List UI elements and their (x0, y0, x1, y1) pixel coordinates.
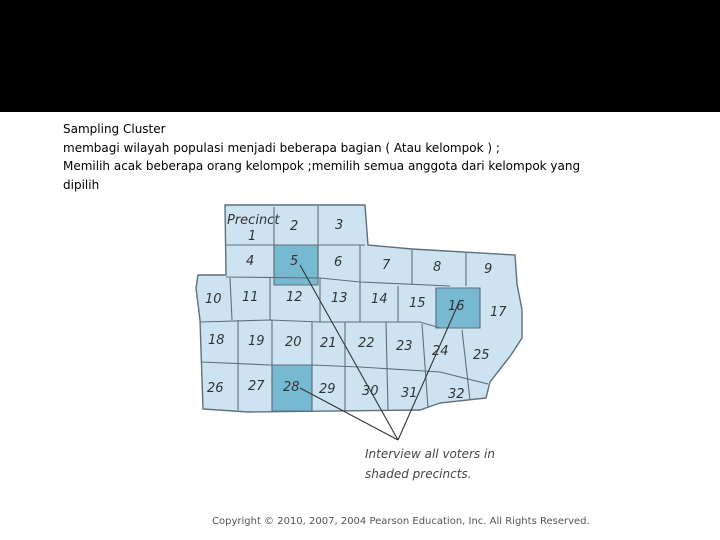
definition-line-3: dipilih (63, 177, 100, 192)
figure-caption (365, 444, 495, 484)
precinct-number-15: 15 (409, 296, 426, 311)
precinct-number-17: 17 (490, 305, 507, 320)
precinct-number-13: 13 (331, 291, 348, 306)
body-text (63, 120, 663, 194)
precinct-number-2: 2 (290, 219, 299, 234)
precinct-number-18: 18 (208, 333, 225, 348)
definition-line-2: Memilih acak beberapa orang kelompok ;memilih semua anggota dari kelompok yang (63, 159, 581, 173)
precinct-number-31: 31 (401, 386, 418, 401)
precinct-number-11: 11 (242, 290, 259, 305)
precinct-number-30: 30 (362, 384, 379, 399)
precinct-number-20: 20 (285, 335, 302, 350)
title-bar (0, 0, 720, 112)
precinct-number-7: 7 (382, 258, 391, 273)
precinct-number-1: 1 (248, 229, 257, 244)
precinct-number-12: 12 (286, 290, 303, 305)
precinct-number-3: 3 (335, 218, 344, 233)
precinct-number-14: 14 (371, 292, 388, 307)
precinct-number-6: 6 (334, 255, 343, 270)
heading-text: Sampling Cluster (63, 122, 166, 136)
precinct-number-5: 5 (290, 254, 299, 269)
precinct-number-21: 21 (320, 336, 337, 351)
precinct-number-4: 4 (246, 254, 255, 269)
precinct-number-9: 9 (484, 262, 493, 277)
precinct-number-16: 16 (448, 299, 465, 314)
precinct-number-22: 22 (358, 336, 375, 351)
precinct-number-29: 29 (319, 382, 336, 397)
caption-line-2: shaded precincts. (365, 467, 472, 481)
precinct-number-8: 8 (433, 260, 442, 275)
precinct-number-26: 26 (207, 381, 224, 396)
definition-line-1: membagi wilayah populasi menjadi beberapa bagian ( Atau kelompok ) ; (63, 140, 500, 155)
precinct-number-10: 10 (205, 292, 222, 307)
copyright-notice: Copyright © 2010, 2007, 2004 Pearson Education, Inc. All Rights Reserved. (212, 516, 590, 527)
precinct-number-19: 19 (248, 334, 265, 349)
precinct-map (190, 200, 535, 445)
precinct-number-23: 23 (396, 339, 413, 354)
precinct-label: Precinct (227, 213, 280, 228)
precinct-number-27: 27 (248, 379, 265, 394)
precinct-number-32: 32 (448, 387, 465, 402)
caption-line-1: Interview all voters in (365, 447, 495, 461)
precinct-number-25: 25 (473, 348, 490, 363)
precinct-number-28: 28 (283, 380, 300, 395)
precinct-number-24: 24 (432, 344, 449, 359)
